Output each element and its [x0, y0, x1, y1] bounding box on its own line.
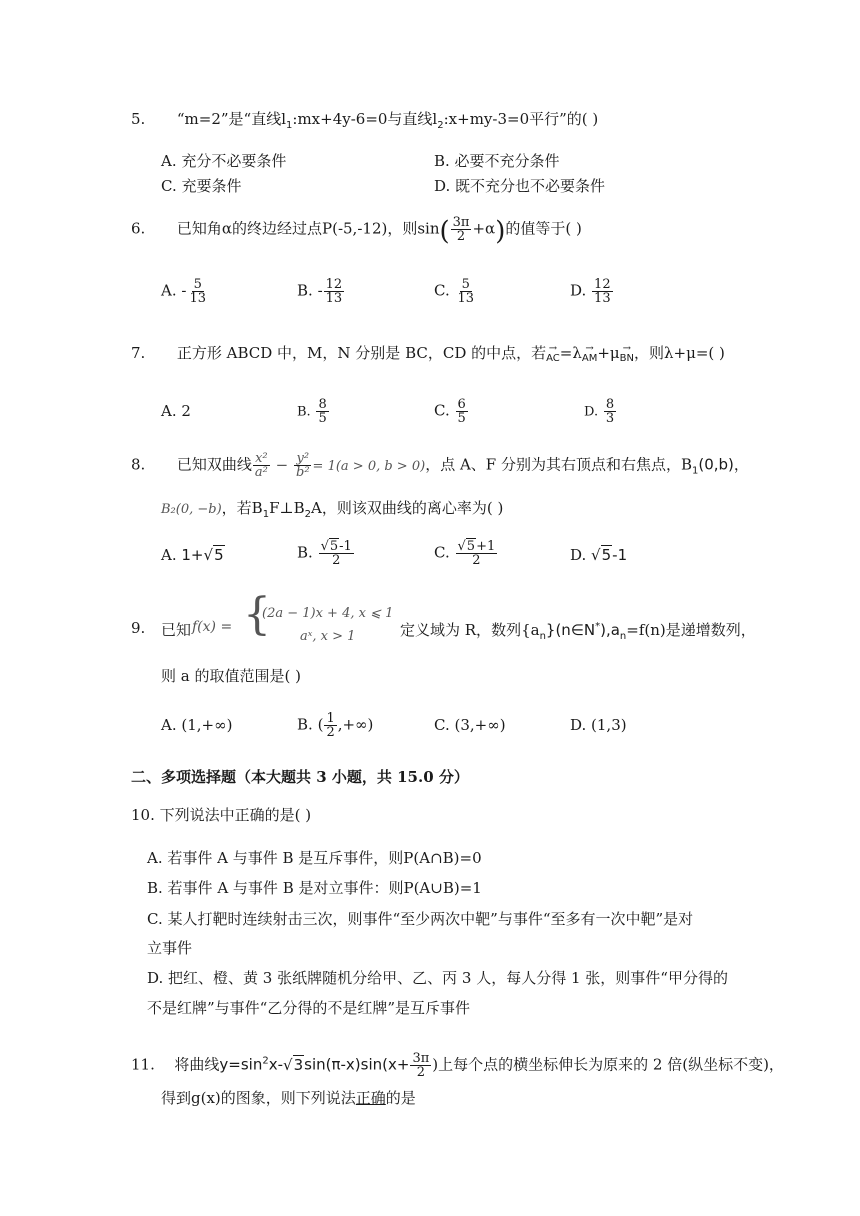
q8-text-7: A，则该双曲线的离心率为( ): [311, 499, 504, 517]
q5-text-1: “m=2”是“直线l: [176, 110, 287, 128]
q7-vector-am: [582, 344, 597, 364]
q11-number: 11.: [131, 1055, 155, 1074]
q8-frac-x: [253, 452, 270, 479]
q5-stem: [131, 108, 598, 131]
q9-brace: {: [243, 589, 271, 640]
q9-option-a: A. (1,+∞): [161, 716, 233, 734]
q6-b-den: 13: [325, 291, 343, 306]
sqrt-icon: √5: [203, 546, 224, 564]
q9-b-label: B.: [297, 715, 313, 734]
q11-line2-a: 得到g(x)的图象，则下列说法: [161, 1089, 356, 1107]
q6-a-den: 13: [189, 291, 207, 306]
q11-stem-line2: [161, 1087, 416, 1108]
q7-plus: +μ: [597, 344, 620, 362]
q8-b2-point: B₂(0, −b): [161, 502, 222, 517]
q5-sub-1: 1: [286, 120, 293, 131]
q8-a-val: 1+: [181, 546, 204, 564]
q8-b-num: [319, 540, 354, 554]
q7-number: 7.: [131, 344, 146, 362]
sqrt-icon: √3: [283, 1055, 304, 1074]
q7-d-num: 8: [605, 397, 615, 412]
q8-b-frac: [319, 540, 354, 567]
q6-a-frac: [187, 278, 208, 305]
q7-vector-bn: [620, 344, 634, 364]
q7-c-den: 5: [457, 411, 466, 426]
q5-number: 5.: [131, 110, 146, 128]
q5-option-a: A. 充分不必要条件: [161, 152, 287, 170]
q5-text-3: :x+my-3=0平行”的( ): [443, 110, 599, 128]
q6-fraction: [451, 216, 472, 243]
q9-text-5: =f(n)是递增数列，: [626, 621, 756, 639]
q7-eq: =λ: [559, 344, 582, 362]
q6-text-3: 的值等于( ): [505, 219, 582, 238]
sqrt-icon: √5: [320, 539, 339, 554]
q8-b-rest: -1: [339, 539, 352, 554]
q6-c-label: C.: [434, 281, 450, 300]
q11-line2-c: 的是: [385, 1089, 416, 1107]
q7-c-num: 6: [457, 397, 466, 412]
q8-c-num: [456, 540, 498, 554]
q8-sub-3: 2: [304, 509, 311, 520]
q8-b-label: B.: [297, 543, 313, 562]
q7-vec-bn-label: BN: [619, 353, 634, 364]
q10-stem: [131, 804, 311, 825]
q6-b-label: B.: [297, 281, 313, 300]
q9-b-den: 2: [326, 725, 335, 740]
q8-d-rest: -1: [612, 546, 628, 564]
q7-c-frac: [456, 398, 468, 425]
q6-d-label: D.: [570, 281, 587, 300]
q7-b-den: 5: [318, 411, 327, 426]
q10-number: 10.: [131, 806, 155, 824]
q6-d-num: 12: [594, 277, 611, 292]
q8-option-c: [434, 540, 498, 567]
q7-option-c: [434, 398, 469, 425]
q8-cond: = 1(a > 0, b > 0): [312, 458, 426, 474]
q6-b-sign: -: [317, 281, 323, 300]
q8-c-frac: [456, 540, 498, 567]
q9-text-rest: [400, 619, 756, 642]
q9-option-d: D. (1,3): [570, 716, 627, 734]
q6-frac-den: 2: [456, 229, 466, 244]
q11-text-4: )上每个点的横坐标伸长为原来的 2 倍(纵坐标不变)，: [432, 1055, 784, 1074]
q7-text-1: 正方形 ABCD 中，M，N 分别是 BC，CD 的中点，若: [176, 344, 547, 362]
q9-case-2: aˣ, x > 1: [300, 629, 356, 644]
q8-a2: a²: [254, 465, 268, 480]
q6-c-den: 13: [457, 291, 475, 306]
q5-text-2: :mx+4y-6=0与直线l: [292, 110, 438, 128]
q8-stem-line2: [161, 497, 503, 520]
q7-d-den: 3: [605, 411, 615, 426]
q11-stem-line1: [131, 1052, 784, 1079]
q8-b2: b²: [296, 465, 310, 480]
q6-number: 6.: [131, 219, 146, 238]
q8-c-rest: +1: [476, 539, 496, 554]
q8-d-label: D.: [570, 546, 587, 564]
q7-option-d: [584, 398, 617, 425]
q9-sup: *: [595, 621, 601, 632]
q11-sup: 2: [262, 1055, 269, 1067]
q8-option-d: [570, 546, 627, 564]
sqrt-icon: √5: [457, 539, 476, 554]
q7-b-frac: [316, 398, 328, 425]
q8-sub-1: 1: [692, 465, 699, 477]
q9-option-b: [297, 712, 373, 739]
q9-text-1: 已知: [161, 621, 192, 639]
q8-x2: x²: [255, 451, 268, 466]
q7-c-label: C.: [434, 401, 450, 420]
q6-b-frac: [324, 278, 345, 305]
q8-text-6: F⊥B: [269, 499, 305, 517]
q9-text-2: 定义域为 R，数列{a: [400, 621, 540, 639]
section-2-heading: 二、多项选择题（本大题共 3 小题，共 15.0 分）: [131, 768, 469, 786]
q9-text-3: }(n∈N: [545, 621, 596, 639]
q8-frac-y: [294, 452, 312, 479]
q7-text-2: ，则λ+μ=( ): [634, 344, 725, 362]
q10-option-d-line1: D. 把红、橙、黄 3 张纸牌随机分给甲、乙、丙 3 人，每人分得 1 张，则事件“甲分得的: [147, 969, 728, 987]
q6-d-den: 13: [594, 291, 611, 306]
q8-c-label: C.: [434, 543, 450, 562]
q11-frac-den: 2: [416, 1065, 425, 1080]
q6-b-num: 12: [325, 277, 343, 292]
q6-stem: [131, 216, 582, 247]
q8-d-rad: 5: [601, 546, 612, 564]
q6-text-2: +α: [472, 219, 496, 238]
q5-option-c: C. 充要条件: [161, 177, 242, 195]
q10-text: 下列说法中正确的是( ): [159, 806, 312, 824]
q8-text-1: 已知双曲线: [176, 455, 252, 474]
q9-b-open: (: [317, 715, 324, 734]
q6-a-sign: -: [181, 281, 187, 300]
q6-paren-open: (: [439, 216, 450, 247]
q10-option-c-line2: 立事件: [147, 939, 193, 957]
q8-text-2: ，点 A、F 分别为其右顶点和右焦点，B: [425, 455, 692, 474]
q7-option-b: [297, 398, 330, 425]
q7-stem: [131, 342, 725, 364]
q11-text-3: sin(π-x)sin(x+: [304, 1055, 410, 1074]
q9-option-c: C. (3,+∞): [434, 716, 506, 734]
q6-frac-num: 3π: [452, 215, 470, 230]
q7-b-label: B.: [297, 404, 311, 420]
q7-option-a: A. 2: [161, 402, 191, 420]
q6-d-frac: [592, 278, 613, 305]
q7-b-num: 8: [318, 397, 327, 412]
q11-rad: 3: [293, 1055, 304, 1074]
q9-text-4: ),a: [600, 621, 620, 639]
q7-d-label: D.: [584, 404, 599, 420]
q11-line2-underlined: 正确: [355, 1089, 386, 1107]
q10-option-c-line1: C. 某人打靶时连续射击三次，则事件“至少两次中靶”与事件“至多有一次中靶”是对: [147, 910, 694, 928]
q6-text-1: 已知角α的终边经过点P(-5,-12)，则sin: [176, 219, 440, 238]
q6-option-d: [570, 278, 614, 305]
q7-d-frac: [604, 398, 616, 425]
q6-c-frac: [456, 278, 477, 305]
q11-text-1: 将曲线y=sin: [174, 1055, 263, 1074]
q8-sub-2: 1: [262, 509, 270, 520]
q9-fx: f(x) =: [192, 619, 233, 635]
q8-minus: −: [275, 455, 289, 474]
q5-sub-2: 2: [437, 120, 444, 131]
q6-a-num: 5: [193, 277, 202, 292]
q6-a-label: A.: [161, 281, 177, 300]
q8-b-rad: 5: [329, 539, 339, 554]
q5-option-d: D. 既不充分也不必要条件: [434, 177, 606, 195]
vector-arrow-icon: →: [548, 343, 558, 354]
q7-vec-ac-label: AC: [546, 353, 560, 364]
q8-stem-line1: [131, 452, 749, 479]
sqrt-icon: √5: [591, 546, 612, 564]
q8-c-rad: 5: [466, 539, 476, 554]
q11-text-2: x-: [268, 1055, 284, 1074]
q10-option-a: A. 若事件 A 与事件 B 是互斥事件，则P(A∩B)=0: [147, 849, 482, 867]
vector-arrow-icon: →: [585, 343, 594, 354]
q10-option-d-line2: 不是红牌”与事件“乙分得的不是红牌”是互斥事件: [147, 999, 471, 1017]
q9-b-frac: [324, 712, 336, 739]
q7-vec-am-label: AM: [581, 353, 598, 364]
q9-b-rest: ,+∞): [337, 715, 374, 734]
q9-case-1: (2a − 1)x + 4, x ⩽ 1: [262, 606, 394, 621]
q8-option-a: [161, 546, 225, 564]
q6-option-b: [297, 278, 345, 305]
q8-option-b: [297, 540, 355, 567]
q9-sub-1: n: [539, 631, 546, 642]
q8-b-den: 2: [332, 553, 341, 568]
q8-c-den: 2: [472, 553, 481, 568]
q6-paren-close: ): [495, 216, 506, 247]
q8-y2: y²: [296, 451, 310, 466]
q6-c-num: 5: [461, 277, 470, 292]
q8-a-label: A.: [161, 546, 177, 564]
q10-option-b: B. 若事件 A 与事件 B 是对立事件：则P(A∪B)=1: [147, 879, 482, 897]
q8-a-rad: 5: [214, 546, 224, 564]
q7-vector-ac: [546, 344, 560, 364]
q6-option-a: [161, 278, 209, 305]
q6-option-c: [434, 278, 477, 305]
q9-line2: 则 a 的取值范围是( ): [161, 667, 301, 685]
q8-text-5: ，若B: [221, 499, 263, 517]
q8-text-3: (0,b)，: [698, 455, 749, 474]
q11-frac-num: 3π: [412, 1051, 430, 1066]
q9-sub-2: n: [619, 631, 627, 642]
q5-option-b: B. 必要不充分条件: [434, 152, 560, 170]
q9-number: 9.: [131, 619, 146, 637]
q9-b-num: 1: [326, 711, 335, 726]
vector-arrow-icon: →: [622, 343, 632, 354]
q8-number: 8.: [131, 455, 146, 474]
q11-frac: [410, 1052, 431, 1079]
q8-hyperbola-formula: [252, 451, 426, 480]
